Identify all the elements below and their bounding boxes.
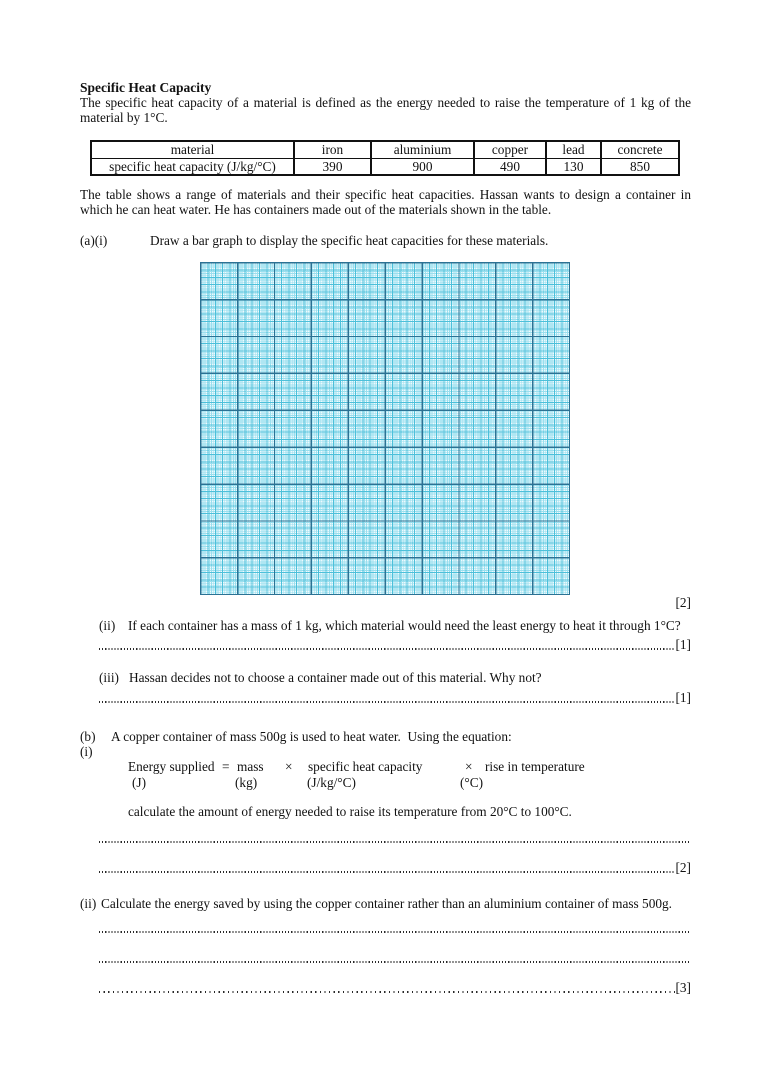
equation-term-shc: specific heat capacity	[308, 759, 423, 774]
table-cell-value: 390	[294, 158, 371, 175]
mark-a-ii: [1]	[675, 637, 691, 652]
table-row	[91, 141, 679, 158]
page-title: Specific Heat Capacity	[80, 80, 212, 95]
answer-line	[99, 920, 691, 935]
equation-term-rise: rise in temperature	[485, 759, 585, 774]
table-description-paragraph: The table shows a range of materials and their specific heat capacities. Hassan wants to design a container in which he can heat water. He has containers made out of the materials shown in the table.	[80, 187, 691, 217]
table-cell-value: 900	[371, 158, 474, 175]
table-cell-value: 490	[474, 158, 546, 175]
table-cell-value: 850	[601, 158, 679, 175]
equals-sign: =	[222, 759, 230, 774]
dotted-answer-line	[99, 841, 691, 843]
table-cell-value: 130	[546, 158, 601, 175]
dotted-answer-line	[99, 871, 675, 873]
question-b-i-text: A copper container of mass 500g is used to heat water. Using the equation:	[111, 729, 512, 744]
question-a-i	[80, 233, 691, 248]
specific-heat-table	[90, 140, 680, 176]
answer-line	[99, 830, 691, 845]
mark-a-iii: [1]	[675, 690, 691, 705]
question-b-ii	[80, 896, 691, 911]
unit-joules: (J)	[132, 775, 147, 790]
table-cell-material: iron	[294, 141, 371, 158]
question-b-ii-label: (ii)	[80, 896, 97, 911]
unit-kg: (kg)	[235, 775, 258, 790]
question-a-ii-label: (ii)	[99, 618, 116, 633]
question-b-ii-text: Calculate the energy saved by using the copper container rather than an aluminium container of mass 500g.	[101, 896, 672, 911]
question-a-iii	[99, 670, 691, 685]
table-cell-material: concrete	[601, 141, 679, 158]
multiply-sign: ×	[465, 759, 473, 774]
answer-line	[99, 690, 691, 705]
equation-term-mass: mass	[237, 759, 264, 774]
equation-term-energy: Energy supplied	[128, 759, 215, 774]
question-a-i-text: Draw a bar graph to display the specific heat capacities for these materials.	[150, 233, 549, 248]
dotted-answer-line	[99, 961, 691, 963]
question-a-iii-text: Hassan decides not to choose a container made out of this material. Why not?	[129, 670, 542, 685]
question-a-ii-text: If each container has a mass of 1 kg, which material would need the least energy to heat it through 1°C?	[128, 618, 681, 633]
equation-line	[80, 759, 691, 775]
question-b-i	[80, 729, 691, 759]
unit-degc: (°C)	[460, 775, 484, 790]
answer-line	[99, 860, 691, 875]
graph-paper-grid	[200, 262, 570, 595]
multiply-sign: ×	[285, 759, 293, 774]
intro-paragraph: The specific heat capacity of a material is defined as the energy needed to raise the temperature of 1 kg of the material by 1°C.	[80, 95, 691, 125]
answer-line	[99, 637, 691, 652]
table-cell-material: lead	[546, 141, 601, 158]
table-row	[91, 158, 679, 175]
unit-jkgc: (J/kg/°C)	[307, 775, 356, 790]
table-header-material: material	[170, 142, 215, 158]
answer-line	[99, 950, 691, 965]
answer-line	[99, 980, 691, 995]
table-header-shc: specific heat capacity (J/kg/°C)	[91, 158, 294, 175]
question-b-i-text2: calculate the amount of energy needed to raise its temperature from 20°C to 100°C.	[128, 804, 572, 819]
table-cell-material: aluminium	[371, 141, 474, 158]
question-a-ii	[99, 618, 691, 633]
question-a-i-label: (a)(i)	[80, 233, 108, 248]
equation-units-line	[80, 775, 691, 791]
table-cell-material: copper	[474, 141, 546, 158]
dotted-answer-line	[99, 991, 675, 993]
mark-b-ii: [3]	[675, 980, 691, 995]
dotted-answer-line	[99, 648, 675, 650]
dotted-answer-line	[99, 701, 675, 703]
question-b-i-label: (b) (i)	[80, 729, 96, 759]
mark-a-i: [2]	[675, 595, 691, 610]
dotted-answer-line	[99, 931, 691, 933]
question-a-iii-label: (iii)	[99, 670, 119, 685]
mark-b-i: [2]	[675, 860, 691, 875]
